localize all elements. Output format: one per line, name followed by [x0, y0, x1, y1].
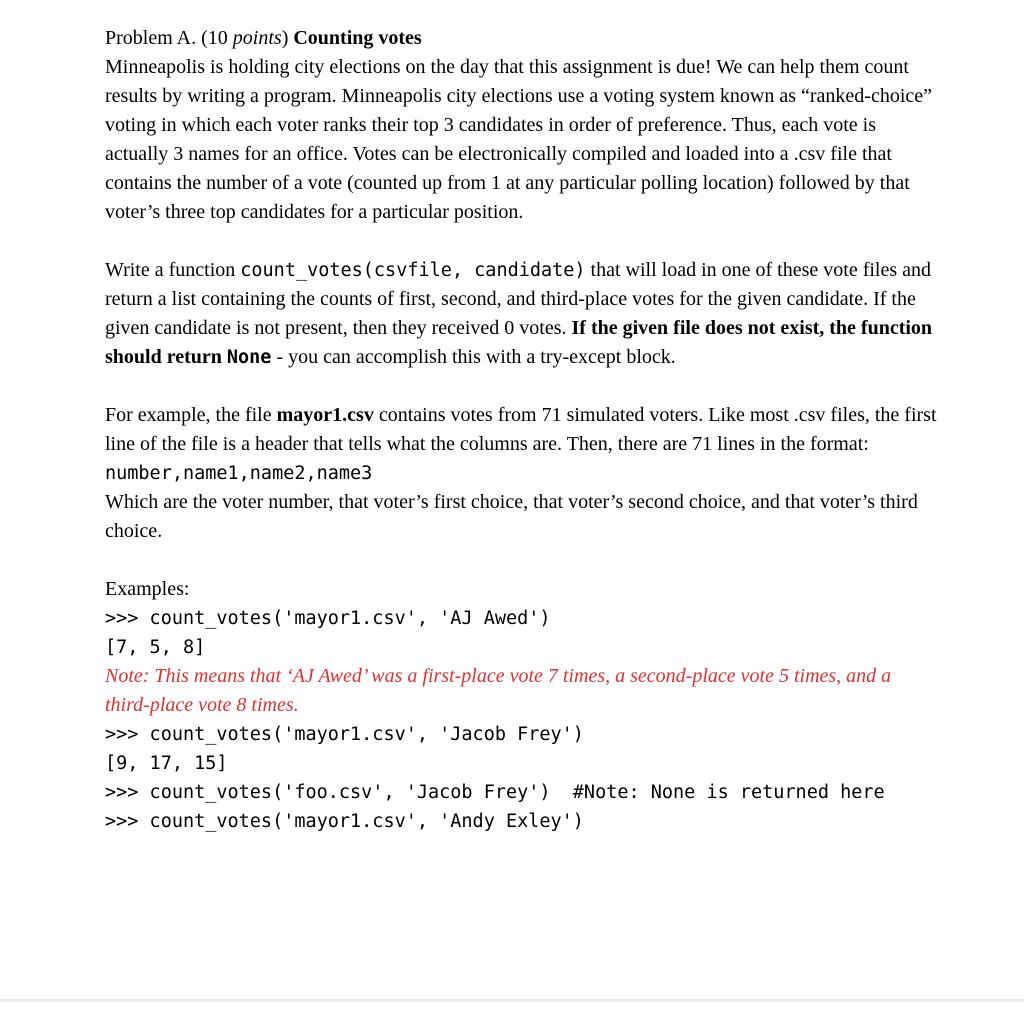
example-note: Note: This means that ‘AJ Awed’ was a first-place vote 7 times, a second-place vote 5 times, and a third-place vote 8 times. — [105, 665, 892, 716]
problem-document — [105, 24, 940, 836]
heading-prefix: Problem A. (10 — [105, 27, 233, 49]
csv-filename: mayor1.csv — [276, 404, 374, 426]
example-call-2: >>> count_votes('mayor1.csv', 'Jacob Frey') — [105, 724, 584, 745]
format-explanation: Which are the voter number, that voter’s first choice, that voter’s second choice, and that voter’s third choice. — [105, 491, 918, 542]
example-result-2: [9, 17, 15] — [105, 753, 228, 774]
page-bottom-divider — [0, 999, 1024, 1002]
none-keyword: None — [226, 347, 272, 368]
function-signature: count_votes(csvfile, candidate) — [240, 260, 586, 281]
task-tail: - you can accomplish this with a try-except block. — [271, 346, 676, 368]
heading-points-word: points — [232, 27, 282, 49]
example-desc-lead: For example, the file — [105, 404, 277, 426]
heading-suffix: ) — [281, 27, 294, 49]
example-description — [105, 401, 940, 459]
examples-label: Examples: — [105, 578, 190, 600]
example-call-1: >>> count_votes('mayor1.csv', 'AJ Awed') — [105, 608, 551, 629]
spacer — [105, 227, 940, 256]
example-desc-body: contains votes from 71 simulated voters. Like most .csv files, the first line of the file is a header that tells what the columns are. Then, there are 71 lines in the format: — [105, 404, 937, 455]
heading-title: Counting votes — [293, 27, 422, 49]
example-result-1: [7, 5, 8] — [105, 637, 206, 658]
spacer — [105, 372, 940, 401]
task-paragraph — [105, 256, 940, 372]
csv-format-line: number,name1,name2,name3 — [105, 463, 373, 484]
task-bold-text: If the given file does not exist, the function should return — [105, 317, 933, 368]
example-call-4: >>> count_votes('mayor1.csv', 'Andy Exley') — [105, 811, 584, 832]
task-body: that will load in one of these vote files and return a list containing the counts of first, second, and third-place votes for the given candidate. If the given candidate is not present, then they received 0 votes. — [105, 259, 932, 339]
example-call-3: >>> count_votes('foo.csv', 'Jacob Frey') #Note: None is returned here — [105, 782, 885, 803]
problem-heading — [105, 24, 940, 53]
intro-paragraph: Minneapolis is holding city elections on the day that this assignment is due! We can help them count results by writing a program. Minneapolis city elections use a voting system known as “ranked-choice” voting in which each voter ranks their top 3 candidates in order of preference. Thus, each vote is actually 3 names for an office. Votes can be electronically compiled and loaded into a .csv file that contains the number of a vote (counted up from 1 at any particular polling location) followed by that voter’s three top candidates for a particular position. — [105, 56, 933, 223]
spacer — [105, 546, 940, 575]
task-lead: Write a function — [105, 259, 241, 281]
